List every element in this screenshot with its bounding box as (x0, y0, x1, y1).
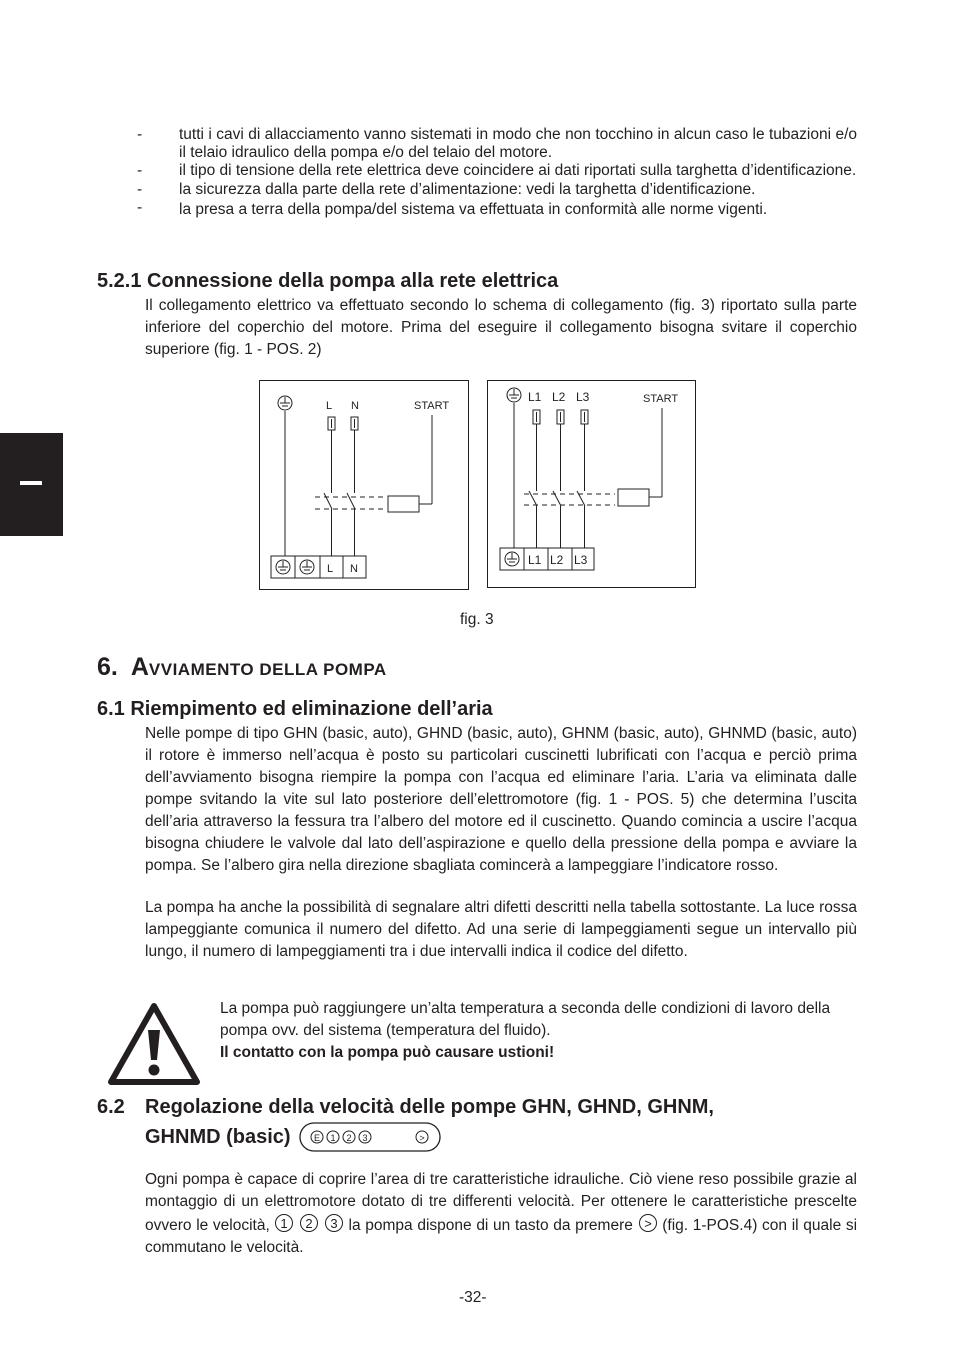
svg-text:2: 2 (346, 1133, 352, 1143)
page-number: -32- (459, 1289, 487, 1306)
label-L2-top: L2 (552, 390, 566, 404)
section-61-text: Nelle pompe di tipo GHN (basic, auto), GHND (basic, auto), GHNM (basic, auto), GHNMD (basic, auto) il rotore è immerso nell’acqua è posto su particolari cuscinetti lubrificati con l’acqua e perciò prima dell’avviamento bisogna riempire la pompa con l’acqua ed eliminare l’aria. L’aria va eliminata dalle pompe svitando la vite sul lato posteriore dell’elettromotore (fig. 1 - POS. 5) che determina l’uscita dell’aria attraverso la fessura tra l’albero del motore ed il cuscinetto. Quando comincia a uscire l’acqua bisogna chiudere le valvole dal lato dell’aspirazione e quello della pressione della pompa e avviare la pompa. Se l’albero gira nella direzione sbagliata comincerà a lampeggiare l’indicatore rosso. (145, 725, 857, 874)
speed-button-icon (638, 1213, 658, 1233)
warning-triangle-icon (107, 1002, 201, 1086)
chapter-tab-mark (20, 481, 42, 485)
speed-1-icon (274, 1213, 294, 1233)
section-61-text-2: La pompa ha anche la possibilità di segnalare altri difetti descritti nella tabella sottostante. La luce rossa lampeggiante comunica il numero del difetto. Ad una serie di lampeggiamenti segue un intervallo più lungo, il numero di lampeggiamenti tra i due intervalli indica il codice del difetto. (145, 899, 857, 960)
label-L-bottom: L (327, 563, 334, 575)
section-62-text: Ogni pompa è capace di coprire l’area di tre caratteristiche idrauliche. Ciò viene reso possibile grazie al montaggio di un elettromotore dotato di tre differenti velocità. Per ottenere le caratteristiche prescelte ovvero le velocità, 1 2 3 la pompa dispone di un tasto da premere > (fig. 1-POS.4) con il quale si commutano le velocità. (145, 1171, 858, 1256)
svg-text:E: E (313, 1133, 320, 1143)
label-L3-top: L3 (576, 390, 590, 404)
label-L1-bottom: L1 (528, 553, 542, 567)
svg-text:3: 3 (362, 1133, 368, 1143)
label-L3-bottom: L3 (574, 553, 588, 567)
label-start: START (414, 400, 450, 412)
label-start: START (643, 393, 679, 405)
list-item: - il tipo di tensione della rete elettrica deve coincidere ai dati riportati sulla targhetta d’identificazione. (137, 162, 857, 179)
wiring-diagram-three-phase (487, 380, 696, 588)
label-N-bottom: N (350, 563, 358, 575)
list-item: - la presa a terra della pompa/del sistema va effettuata in conformità alle norme vigenti. (137, 199, 768, 218)
svg-text:1: 1 (280, 1216, 289, 1231)
chapter-tab (0, 433, 63, 536)
label-L2-bottom: L2 (550, 553, 564, 567)
wiring-diagram-single-phase (259, 380, 469, 590)
svg-text:1: 1 (330, 1133, 336, 1143)
list-item: - tutti i cavi di allacciamento vanno sistemati in modo che non tocchino in alcun caso le tubazioni e/o il telaio idraulico della pompa e/o del telaio del motore. (137, 126, 857, 161)
list-item: - la sicurezza dalla parte della rete d’alimentazione: vedi la targhetta d’identificazione. (137, 180, 756, 198)
label-N-top: N (351, 400, 359, 412)
label-L-top: L (326, 400, 333, 412)
speed-3-icon (324, 1213, 344, 1233)
section-62-title: 6.2 Regolazione della velocità delle pompe GHN, GHND, GHNM, GHNMD (basic) E 1 2 3 > (97, 1092, 714, 1152)
speed-2-icon (299, 1213, 319, 1233)
section-521-text: Il collegamento elettrico va effettuato secondo lo schema di collegamento (fig. 3) riportato sulla parte inferiore del coperchio del motore. Prima del eseguire il collegamento bisogna svitare il coperchio superiore (fig. 1 - POS. 2) (145, 297, 857, 358)
warning-text: La pompa può raggiungere un’alta temperatura a seconda delle condizioni di lavoro della pompa ovv. del sistema (temperatura del fluido). Il contatto con la pompa può causare ustioni! (220, 1000, 831, 1061)
ground-icon (278, 396, 292, 410)
svg-text:>: > (418, 1133, 425, 1143)
section-61-title: 6.1 Riempimento ed eliminazione dell’aria (97, 698, 493, 720)
svg-text:>: > (643, 1216, 652, 1231)
control-panel-icon (299, 1122, 441, 1152)
figure-caption: fig. 3 (460, 611, 494, 628)
label-L1-top: L1 (528, 390, 542, 404)
ground-icon (507, 388, 521, 402)
svg-text:2: 2 (305, 1216, 313, 1231)
section-521-title: 5.2.1 Connessione della pompa alla rete elettrica (97, 270, 559, 292)
section-6-title: 6. AVVIAMENTO DELLA POMPA (97, 653, 387, 681)
bullet-list (137, 126, 857, 222)
svg-text:3: 3 (330, 1216, 338, 1231)
